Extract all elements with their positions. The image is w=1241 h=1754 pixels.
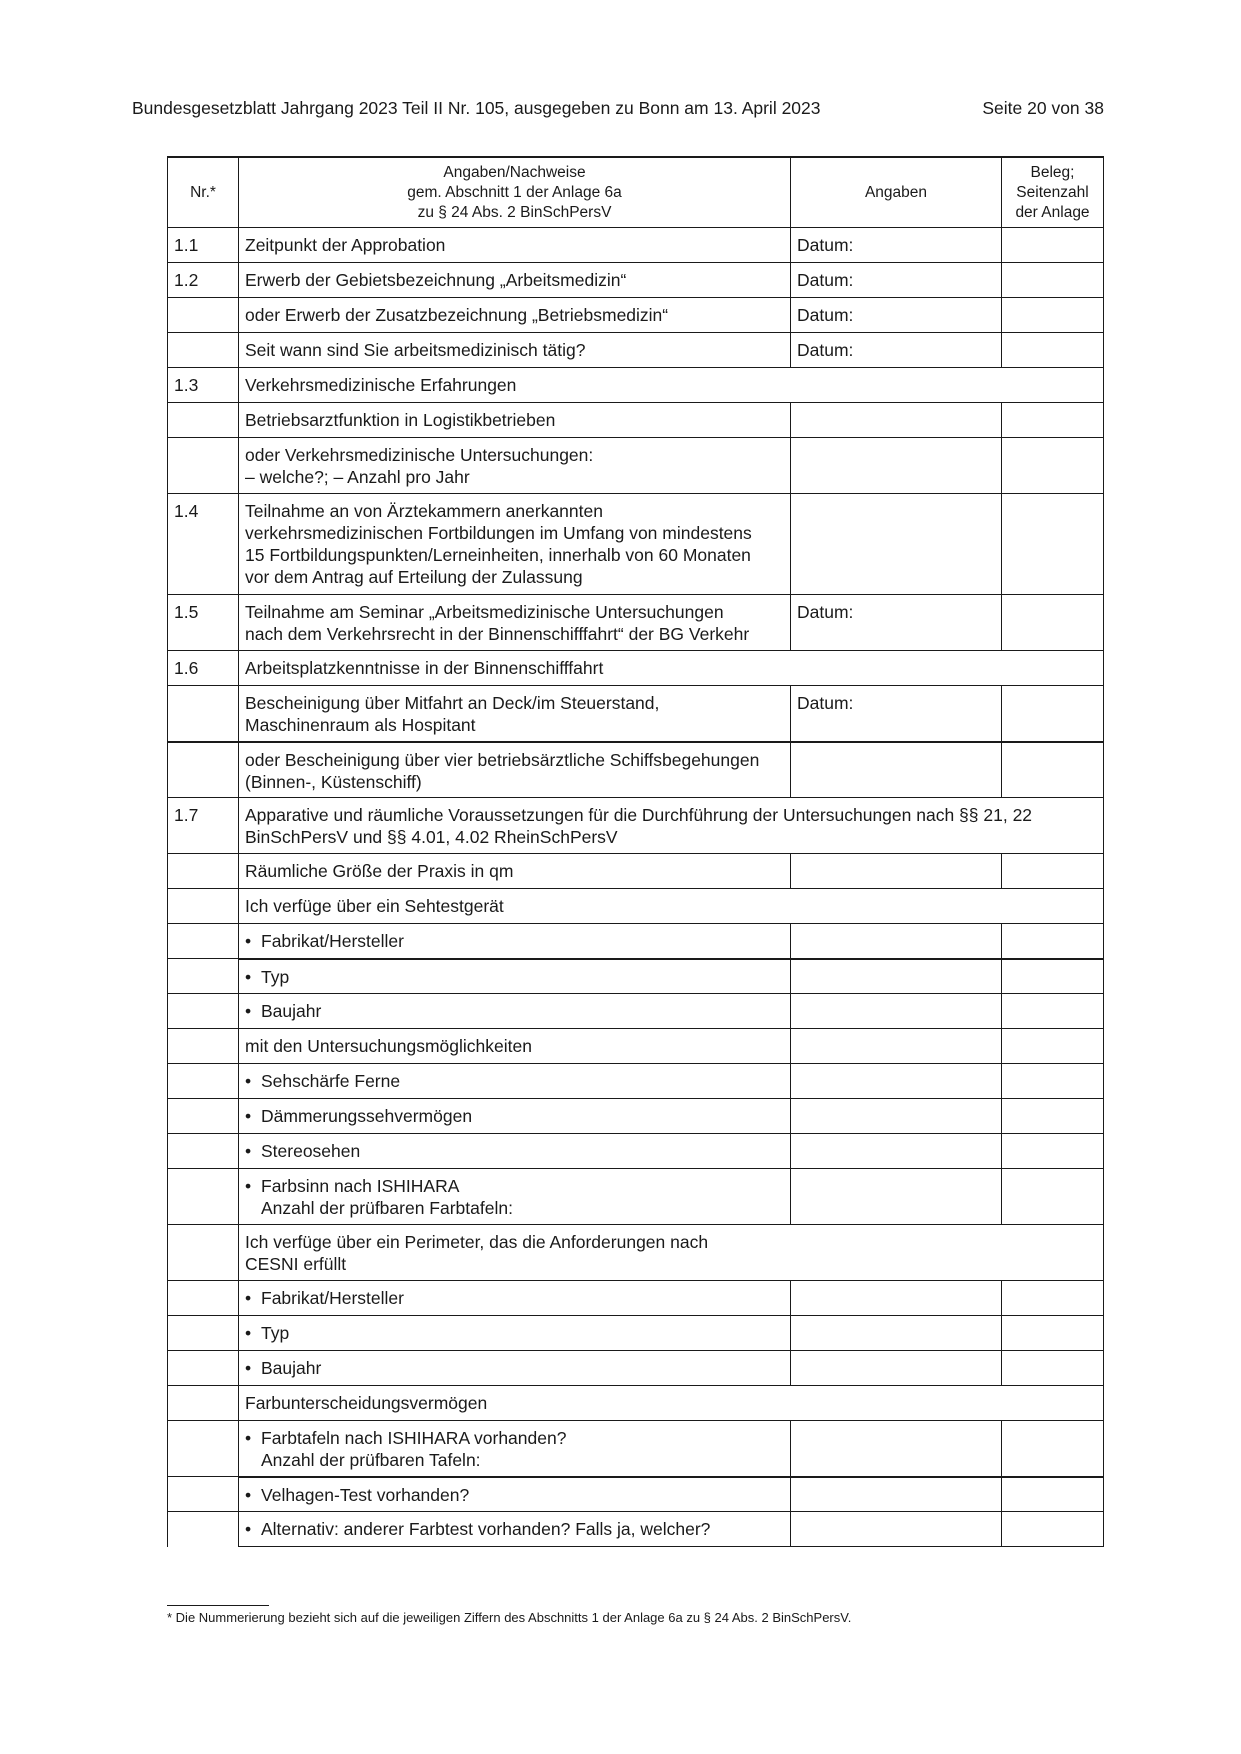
table-row [168, 494, 1104, 595]
table-row [168, 959, 1104, 994]
beleg-field[interactable] [1002, 263, 1104, 298]
table-row [168, 1225, 1104, 1281]
publication-title: Bundesgesetzblatt Jahrgang 2023 Teil II Nr. 105, ausgegeben zu Bonn am 13. April 2023 [132, 98, 821, 118]
row-nr: 1.1 [168, 228, 239, 263]
angaben-field[interactable] [791, 994, 1002, 1029]
row-label: Betriebsarztfunktion in Logistikbetrieben [239, 403, 791, 438]
row-label: • Typ [239, 959, 791, 994]
angaben-field[interactable] [791, 959, 1002, 994]
row-label: • Typ [239, 1316, 791, 1351]
row-nr [168, 1099, 239, 1134]
beleg-field[interactable] [1002, 1029, 1104, 1064]
table-row [168, 651, 1104, 686]
angaben-field[interactable]: Datum: [791, 686, 1002, 742]
beleg-field[interactable] [1002, 1351, 1104, 1386]
row-label: Seit wann sind Sie arbeitsmedizinisch tätig? [239, 333, 791, 368]
beleg-field[interactable] [1002, 595, 1104, 651]
angaben-field[interactable] [791, 1512, 1002, 1547]
angaben-field[interactable] [791, 854, 1002, 889]
section-label: Arbeitsplatzkenntnisse in der Binnenschifffahrt [239, 651, 1104, 686]
angaben-field[interactable] [791, 494, 1002, 595]
section-label: Ich verfüge über ein Sehtestgerät [239, 889, 1104, 924]
row-nr [168, 1512, 239, 1547]
beleg-field[interactable] [1002, 1316, 1104, 1351]
beleg-field[interactable] [1002, 1169, 1104, 1225]
angaben-field[interactable] [791, 1064, 1002, 1099]
table-row [168, 1064, 1104, 1099]
row-nr [168, 1064, 239, 1099]
table-row [168, 798, 1104, 854]
row-nr [168, 1169, 239, 1225]
beleg-field[interactable] [1002, 686, 1104, 742]
row-nr [168, 1477, 239, 1512]
angaben-field[interactable] [791, 1099, 1002, 1134]
beleg-field[interactable] [1002, 854, 1104, 889]
beleg-field[interactable] [1002, 924, 1104, 959]
table-row [168, 889, 1104, 924]
row-nr [168, 1281, 239, 1316]
row-nr: 1.6 [168, 651, 239, 686]
beleg-field[interactable] [1002, 1512, 1104, 1547]
section-label: Farbunterscheidungsvermögen [239, 1386, 1104, 1421]
table-row [168, 368, 1104, 403]
angaben-field[interactable] [791, 438, 1002, 494]
header-angaben-nachweise: Angaben/Nachweise gem. Abschnitt 1 der Anlage 6a zu § 24 Abs. 2 BinSchPersV [239, 157, 791, 228]
row-nr [168, 438, 239, 494]
form-table [167, 156, 1104, 1547]
row-nr [168, 1421, 239, 1477]
table-header-row [168, 157, 1104, 228]
table-row [168, 1169, 1104, 1225]
row-label: Bescheinigung über Mitfahrt an Deck/im Steuerstand, Maschinenraum als Hospitant [239, 686, 791, 742]
row-nr [168, 1386, 239, 1421]
beleg-field[interactable] [1002, 1099, 1104, 1134]
row-nr [168, 889, 239, 924]
table-row [168, 686, 1104, 742]
beleg-field[interactable] [1002, 438, 1104, 494]
section-label: Verkehrsmedizinische Erfahrungen [239, 368, 1104, 403]
table-row [168, 263, 1104, 298]
table-row [168, 595, 1104, 651]
row-label: • Fabrikat/Hersteller [239, 924, 791, 959]
row-label: oder Verkehrsmedizinische Untersuchungen: – welche?; – Anzahl pro Jahr [239, 438, 791, 494]
angaben-field[interactable]: Datum: [791, 333, 1002, 368]
row-label: Zeitpunkt der Approbation [239, 228, 791, 263]
row-nr [168, 959, 239, 994]
row-nr: 1.3 [168, 368, 239, 403]
row-label: • Baujahr [239, 994, 791, 1029]
angaben-field[interactable]: Datum: [791, 228, 1002, 263]
angaben-field[interactable] [791, 403, 1002, 438]
table-row [168, 228, 1104, 263]
header-beleg: Beleg; Seitenzahl der Anlage [1002, 157, 1104, 228]
beleg-field[interactable] [1002, 959, 1104, 994]
row-nr [168, 1225, 239, 1281]
beleg-field[interactable] [1002, 403, 1104, 438]
row-nr [168, 1029, 239, 1064]
row-label: • Farbtafeln nach ISHIHARA vorhanden? Anzahl der prüfbaren Tafeln: [239, 1421, 791, 1477]
table-row [168, 1386, 1104, 1421]
table-row [168, 1477, 1104, 1512]
row-label: • Velhagen-Test vorhanden? [239, 1477, 791, 1512]
row-label: mit den Untersuchungsmöglichkeiten [239, 1029, 791, 1064]
row-nr [168, 854, 239, 889]
row-nr [168, 924, 239, 959]
angaben-field[interactable] [791, 924, 1002, 959]
angaben-field[interactable] [791, 1134, 1002, 1169]
table-row [168, 1099, 1104, 1134]
row-nr: 1.2 [168, 263, 239, 298]
row-label: Teilnahme am Seminar „Arbeitsmedizinische Untersuchungen nach dem Verkehrsrecht in der Binnenschifffahrt“ der BG Verkehr [239, 595, 791, 651]
beleg-field[interactable] [1002, 1477, 1104, 1512]
table-row [168, 438, 1104, 494]
beleg-field[interactable] [1002, 1134, 1104, 1169]
row-nr: 1.4 [168, 494, 239, 595]
table-row [168, 1351, 1104, 1386]
row-label: oder Bescheinigung über vier betriebsärztliche Schiffsbegehungen (Binnen-, Küstenschiff) [239, 742, 791, 798]
row-label: oder Erwerb der Zusatzbezeichnung „Betriebsmedizin“ [239, 298, 791, 333]
table-row [168, 994, 1104, 1029]
table-row [168, 1281, 1104, 1316]
angaben-field[interactable] [791, 1421, 1002, 1477]
header-nr: Nr.* [168, 157, 239, 228]
row-nr [168, 1351, 239, 1386]
table-row [168, 742, 1104, 798]
angaben-field[interactable]: Datum: [791, 263, 1002, 298]
row-label: • Farbsinn nach ISHIHARA Anzahl der prüfbaren Farbtafeln: [239, 1169, 791, 1225]
table-row [168, 854, 1104, 889]
page-header [132, 98, 1104, 122]
table-row [168, 1134, 1104, 1169]
row-label: • Stereosehen [239, 1134, 791, 1169]
angaben-field[interactable] [791, 1029, 1002, 1064]
footnote: * Die Nummerierung bezieht sich auf die jeweiligen Ziffern des Abschnitts 1 der Anlage 6a zu § 24 Abs. 2 BinSchPersV. [167, 1610, 852, 1625]
angaben-field[interactable] [791, 1477, 1002, 1512]
angaben-field[interactable] [791, 1351, 1002, 1386]
header-angaben: Angaben [791, 157, 1002, 228]
angaben-field[interactable] [791, 1281, 1002, 1316]
row-nr: 1.5 [168, 595, 239, 651]
row-nr [168, 994, 239, 1029]
beleg-field[interactable] [1002, 994, 1104, 1029]
table-row [168, 298, 1104, 333]
row-label: Teilnahme an von Ärztekammern anerkannten verkehrsmedizinischen Fortbildungen im Umfang von mindestens 15 Fortbildungspunkten/Lerneinheiten, innerhalb von 60 Monaten vor dem Antrag auf Erteilung der Zulassung [239, 494, 791, 595]
row-label: Räumliche Größe der Praxis in qm [239, 854, 791, 889]
angaben-field[interactable]: Datum: [791, 595, 1002, 651]
beleg-field[interactable] [1002, 228, 1104, 263]
row-nr [168, 1316, 239, 1351]
section-label: Apparative und räumliche Voraussetzungen für die Durchführung der Untersuchungen nach §§ 21, 22 BinSchPersV und §§ 4.01, 4.02 RheinSchPersV [239, 798, 1104, 854]
section-label: Ich verfüge über ein Perimeter, das die Anforderungen nach CESNI erfüllt [239, 1225, 1104, 1281]
row-label: • Fabrikat/Hersteller [239, 1281, 791, 1316]
row-nr [168, 742, 239, 798]
row-nr [168, 686, 239, 742]
row-label: • Baujahr [239, 1351, 791, 1386]
row-label: • Alternativ: anderer Farbtest vorhanden? Falls ja, welcher? [239, 1512, 791, 1547]
row-nr [168, 333, 239, 368]
row-nr [168, 403, 239, 438]
table-row [168, 1316, 1104, 1351]
beleg-field[interactable] [1002, 494, 1104, 595]
beleg-field[interactable] [1002, 1421, 1104, 1477]
angaben-field[interactable] [791, 1316, 1002, 1351]
table-row [168, 1421, 1104, 1477]
table-row [168, 1512, 1104, 1547]
table-row [168, 924, 1104, 959]
row-label: • Dämmerungssehvermögen [239, 1099, 791, 1134]
footnote-divider [167, 1605, 269, 1606]
table-row [168, 333, 1104, 368]
beleg-field[interactable] [1002, 1064, 1104, 1099]
beleg-field[interactable] [1002, 1281, 1104, 1316]
angaben-field[interactable]: Datum: [791, 298, 1002, 333]
row-label: Erwerb der Gebietsbezeichnung „Arbeitsmedizin“ [239, 263, 791, 298]
page-number: Seite 20 von 38 [982, 98, 1104, 118]
angaben-field[interactable] [791, 1169, 1002, 1225]
angaben-field[interactable] [791, 742, 1002, 798]
beleg-field[interactable] [1002, 298, 1104, 333]
table-row [168, 403, 1104, 438]
beleg-field[interactable] [1002, 333, 1104, 368]
row-nr [168, 298, 239, 333]
row-nr [168, 1134, 239, 1169]
beleg-field[interactable] [1002, 742, 1104, 798]
table-row [168, 1029, 1104, 1064]
row-label: • Sehschärfe Ferne [239, 1064, 791, 1099]
row-nr: 1.7 [168, 798, 239, 854]
